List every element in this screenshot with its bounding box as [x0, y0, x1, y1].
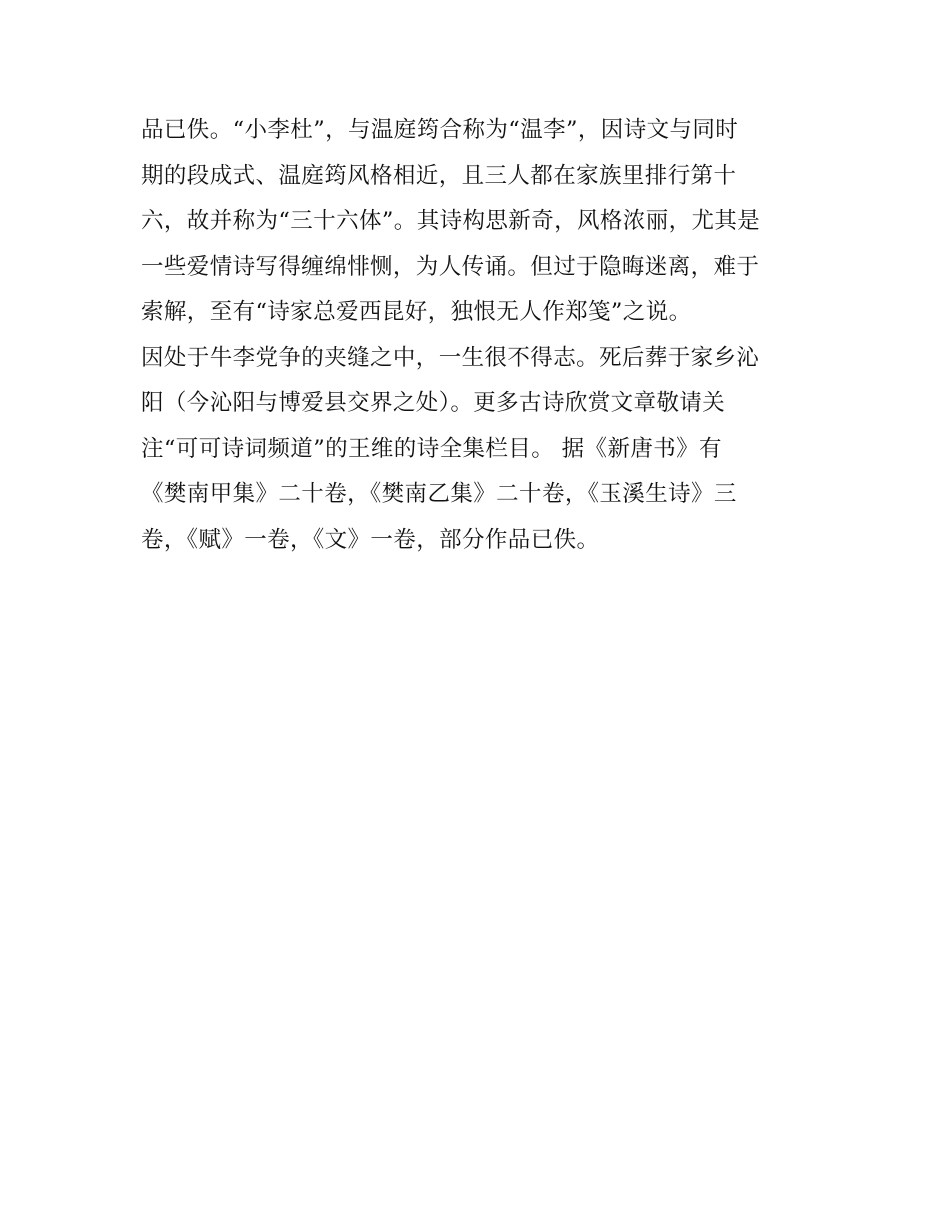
text-line: 品已佚。“小李杜”，与温庭筠合称为“温李”，因诗文与同时: [141, 117, 739, 143]
text-line: 因处于牛李党争的夹缝之中，一生很不得志。死后葬于家乡沁: [141, 344, 760, 371]
text-line: 《樊南甲集》二十卷，《樊南乙集》二十卷，《玉溪生诗》三: [141, 481, 737, 507]
text-line: 卷，《赋》一卷，《文》一卷，部分作品已佚。: [141, 526, 600, 553]
text-line: 注“可可诗词频道”的王维的诗全集栏目。 据《新唐书》有: [141, 435, 722, 462]
text-line: 索解，至有“诗家总爱西昆好，独恨无人作郑笺”之说。: [141, 299, 692, 325]
body-text: [141, 108, 821, 563]
text-line: 一些爱情诗写得缠绵悱恻，为人传诵。但过于隐晦迷离，难于: [141, 253, 760, 280]
text-line: 期的段成式、温庭筠风格相近，且三人都在家族里排行第十: [141, 162, 737, 189]
text-line: 六，故并称为“三十六体”。其诗构思新奇，风格浓丽，尤其是: [141, 208, 761, 234]
text-line: 阳（今沁阳与博爱县交界之处）。更多古诗欣赏文章敬请关: [141, 390, 726, 416]
